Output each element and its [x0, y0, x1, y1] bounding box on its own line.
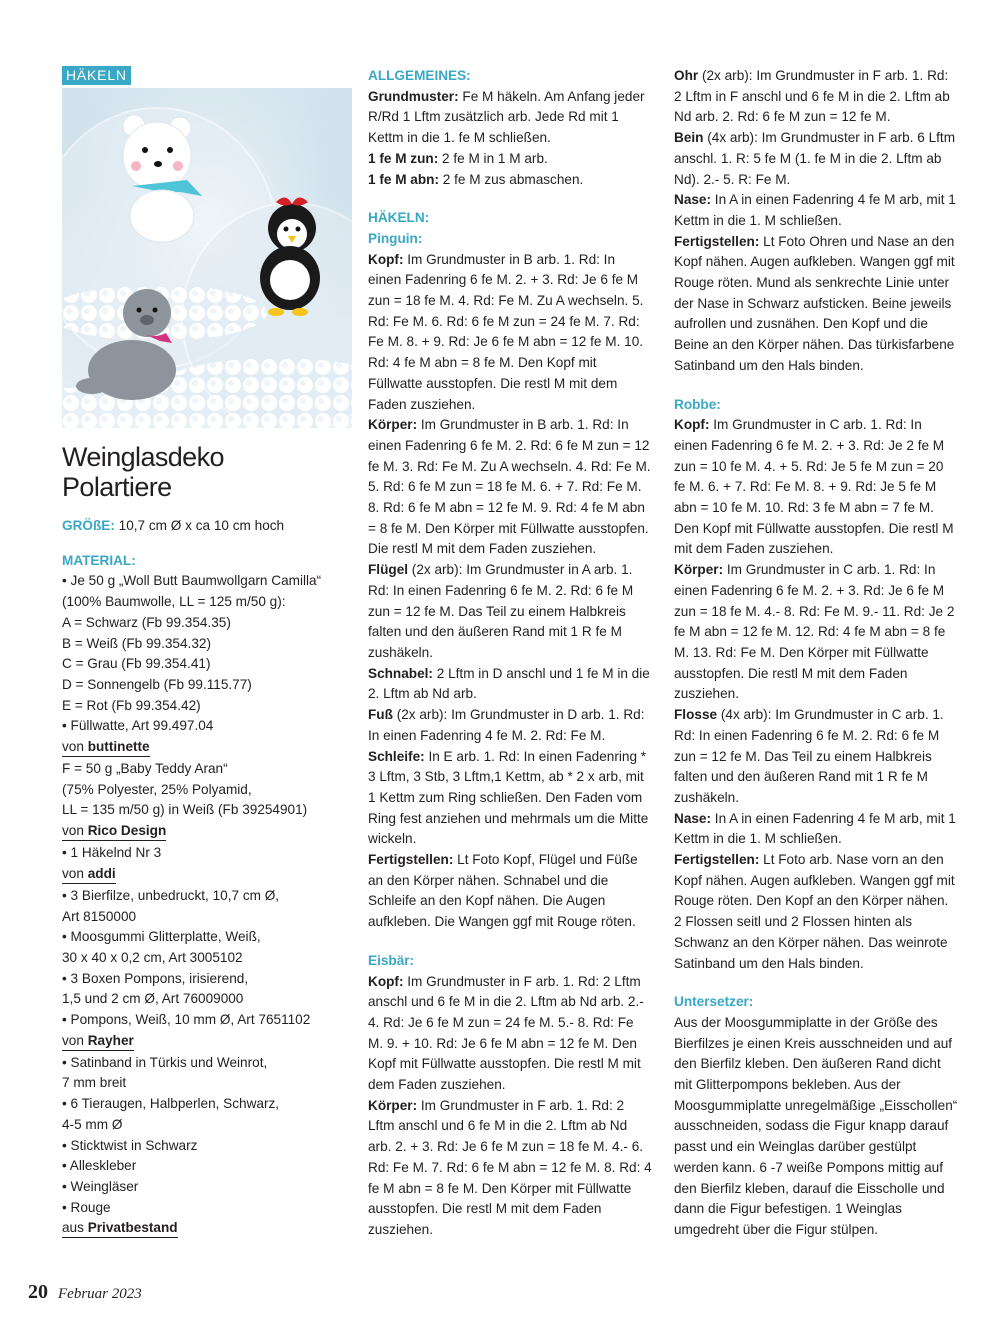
nase-text: In A in einen Fadenring 4 fe M arb, mit 1 Kettm in die 1. M schließen. [674, 192, 956, 228]
material-heading: MATERIAL: [62, 552, 136, 568]
material-line: • Satinband in Türkis und Weinrot, [62, 1054, 268, 1070]
kopf-label: Kopf: [368, 251, 404, 267]
koerper-label: Körper: [368, 1097, 418, 1113]
robbe-koerper [674, 560, 958, 705]
issue-date: Februar 2023 [58, 1286, 142, 1302]
zun-paragraph [368, 149, 652, 170]
vendor-rico-design [62, 821, 166, 841]
grundmuster-paragraph [368, 87, 652, 149]
vendor-name: Rayher [87, 1032, 134, 1048]
material-list [62, 571, 352, 1240]
material-line: • Rouge [62, 1199, 111, 1215]
haekeln-heading: HÄKELN: [368, 210, 430, 226]
abn-paragraph [368, 170, 652, 191]
material-line: (100% Baumwolle, LL = 125 m/50 g): [62, 594, 286, 610]
pinguin-schleife [368, 747, 652, 851]
koerper-label: Körper: [674, 562, 724, 578]
schleife-text: In E arb. 1. Rd: In einen Fadenring * 3 Lftm, 3 Stb, 3 Lftm,1 Kettm, ab * 2 x arb, mit 1 Kettm zum Ring schließen. Den Faden vom Ring fest anziehen und mehrmals um die Mitte wickeln. [368, 748, 649, 847]
photo-illustration [62, 88, 352, 428]
fertig-text: Lt Foto Ohren und Nase an den Kopf nähen. Augen aufkleben. Wangen ggf mit Rouge röten. Mund als senkrechte Linie unter der Nase in Schwarz aufsticken. Beine jeweils aufrollen und zusnähen. Den Kopf und die Beine an den Körper nähen. Das türkisfarbene Satinband um den Hals binden. [674, 233, 955, 373]
flosse-text: (4x arb): Im Grundmuster in C arb. 1. Rd: In einen Fadenring 6 fe M. 2. Rd: 6 fe M zun = 12 fe M. Das Teil zu einem Halbkreis falten und den äußeren Rand mit 1 R fe M zushäkeln. [674, 707, 944, 805]
title-line-1: Weinglasdeko [62, 442, 224, 472]
material-line: • 3 Bierfilze, unbedruckt, 10,7 cm Ø, [62, 887, 280, 903]
fuss-label: Fuß [368, 707, 393, 723]
fertig-label: Fertigstellen: [674, 233, 760, 249]
nase-text: In A in einen Fadenring 4 fe M arb, mit 1 Kettm in die 1. M schließen. [674, 810, 956, 847]
page-title [62, 442, 352, 502]
material-line: • Moosgummi Glitterplatte, Weiß, [62, 929, 261, 945]
left-column [62, 66, 352, 1240]
abn-label: 1 fe M abn: [368, 171, 439, 187]
kopf-text: Im Grundmuster in F arb. 1. Rd: 2 Lftm anschl und 6 fe M in die 2. Lftm ab Nd arb. 2.- 4. Rd: Je 6 fe M zun = 24 fe M. 5.- 8. Rd: Fe M. 9. + 10. Rd: Je 6 fe M abn = 12 fe M. Den Kopf mit Füllwatte ausstopfen. Die restl M mit dem Faden zusziehen. [368, 973, 644, 1093]
fertig-text: Lt Foto arb. Nase vorn an den Kopf nähen. Augen aufkleben. Wangen ggf mit Rouge röten. Den Kopf an den Körper nähen. 2 Flossen seitl und 2 Flossen hinten als Schwanz an den Körper nähen. Das weinrote Satinband um den Hals binden. [674, 852, 955, 971]
material-line: A = Schwarz (Fb 99.354.35) [62, 614, 231, 630]
material-line: E = Rot (Fb 99.354.42) [62, 697, 201, 713]
fertig-text: Lt Foto Kopf, Flügel und Füße an den Körper nähen. Schnabel und die Schleife an den Kopf nähen. Die Augen aufkleben. Die Wangen ggf mit Rouge röten. [368, 852, 638, 930]
grundmuster-text: Fe M häkeln. Am Anfang jeder R/Rd 1 Lftm zusätzlich arb. Jede Rd mit 1 Kettm in die 1. fe M schließen. [368, 88, 645, 146]
schnabel-label: Schnabel: [368, 665, 433, 681]
vendor-pre: von [62, 823, 88, 839]
fluegel-label: Flügel [368, 562, 409, 578]
vendor-pre: aus [62, 1220, 88, 1236]
abn-text: 2 fe M zus abmaschen. [439, 171, 584, 187]
page-footer [28, 1281, 142, 1305]
page-number: 20 [28, 1281, 48, 1303]
material-line: 7 mm breit [62, 1075, 127, 1091]
kopf-text: Im Grundmuster in B arb. 1. Rd: In einen Fadenring 6 fe M. 2. + 3. Rd: Je 6 fe M zun = 18 fe M. 4. Rd: Fe M. Zu A wechseln. 5. Rd: Fe M. 6. Rd: 6 fe M zun = 24 fe M. 7. Rd: Fe M. 8. + 9. Rd: Je 6 fe M abn = 12 fe M. 10. Rd: 4 fe M abn = 8 fe M. Den Kopf mit Füllwatte ausstopfen. Die restl M mit dem Faden zusziehen. [368, 251, 644, 412]
material-line: 1,5 und 2 cm Ø, Art 76009000 [62, 991, 244, 1007]
ohr-label: Ohr [674, 68, 699, 83]
size-text: 10,7 cm Ø x ca 10 cm hoch [114, 518, 285, 533]
middle-column [368, 66, 652, 1241]
vendor-privatbestand [62, 1218, 178, 1238]
untersetzer-text: Aus der Moosgummiplatte in der Größe des Bierfilzes je einen Kreis ausschneiden und auf den Bierfilz kleben. Den äußeren Rand dicht mit Glitterpompons bekleben. Aus der Moosgummiplatte unregelmäßige „Eisschollen“ ausschneiden, sodass die Figur knapp darauf passt und ein Weinglas darüber gestülpt werden kann. 6 -7 weiße Pompons mittig auf den Bierfilz kleben, darauf die Eisscholle und dann die Figur befestigen. 1 Weinglas umgedreht über die Figur stülpen. [674, 1014, 958, 1237]
pinguin-schnabel [368, 664, 652, 705]
kopf-label: Kopf: [368, 973, 404, 989]
right-column [674, 66, 958, 1241]
untersetzer-heading: Untersetzer: [674, 994, 754, 1010]
material-line: • 6 Tieraugen, Halbperlen, Schwarz, [62, 1096, 280, 1112]
vendor-buttinette [62, 737, 150, 757]
vendor-pre: von [62, 739, 88, 755]
robbe-nase [674, 809, 958, 850]
schleife-label: Schleife: [368, 748, 425, 764]
material-line: • 1 Häkelnd Nr 3 [62, 845, 162, 861]
vendor-addi [62, 864, 116, 884]
allgemeines-heading: ALLGEMEINES: [368, 68, 471, 83]
material-line: • Sticktwist in Schwarz [62, 1137, 198, 1153]
material-line: • Pompons, Weiß, 10 mm Ø, Art 7651102 [62, 1012, 311, 1028]
material-line: (75% Polyester, 25% Polyamid, [62, 781, 252, 797]
material-line: C = Grau (Fb 99.354.41) [62, 656, 211, 672]
bein-text: (4x arb): Im Grundmuster in F arb. 6 Lftm anschl. 1. R: 5 fe M (1. fe M in die 2. Lftm ab Nd). 2.- 5. R: Fe M. [674, 130, 956, 187]
pinguin-fluegel [368, 560, 652, 664]
zun-text: 2 fe M in 1 M arb. [438, 150, 548, 166]
koerper-text: Im Grundmuster in B arb. 1. Rd: In einen Fadenring 6 fe M. 2. Rd: 6 fe M zun = 12 fe M. 3. Rd: Fe M. Zu A wechseln. 4. Rd: Fe M. 5. Rd: 6 fe M zun = 18 fe M. 6. + 7. Rd: Fe M. 8. Rd: 6 fe M abn = 12 fe M. 9. Rd: 4 fe M abn = 8 fe M. Den Körper mit Füllwatte ausstopfen. Die restl M mit dem Faden zusziehen. [368, 417, 651, 557]
section-tag: HÄKELN [62, 66, 131, 85]
material-line: 30 x 40 x 0,2 cm, Art 3005102 [62, 949, 243, 965]
pinguin-fuss [368, 705, 652, 746]
robbe-flosse [674, 705, 958, 809]
pinguin-heading: Pinguin: [368, 230, 423, 246]
koerper-label: Körper: [368, 417, 418, 433]
pinguin-fertigstellen [368, 850, 652, 933]
vendor-name: buttinette [87, 739, 150, 755]
material-line: • Je 50 g „Woll Butt Baumwollgarn Camilla“ [62, 573, 322, 589]
size-label: GRÖßE: [62, 518, 115, 533]
nase-label: Nase: [674, 192, 712, 208]
polar-animals-photo [62, 88, 352, 428]
vendor-name: Privatbestand [87, 1220, 178, 1236]
ohr-text: (2x arb): Im Grundmuster in F arb. 1. Rd: 2 Lftm in F anschl und 6 fe M in die 2. Lftm ab Nd arb. 2. Rd: 6 fe M zun = 12 fe M. [674, 68, 950, 125]
vendor-pre: von [62, 1032, 88, 1048]
zun-label: 1 fe M zun: [368, 150, 439, 166]
eisbaer-koerper [368, 1096, 652, 1241]
kopf-label: Kopf: [674, 417, 710, 433]
robbe-kopf [674, 415, 958, 560]
koerper-text: Im Grundmuster in F arb. 1. Rd: 2 Lftm anschl und 6 fe M in die 2. Lftm ab Nd arb. 2. + 3. Rd: Je 6 fe M zun = 18 fe M. 4.- 6. Rd: Fe M. 7. Rd: 6 fe M abn = 12 fe M. 8. Rd: 4 fe M abn = 8 fe M. Den Körper mit Füllwatte ausstopfen. Die restl M mit dem Faden zusziehen. [368, 1097, 652, 1237]
pinguin-koerper [368, 415, 652, 560]
material-line: D = Sonnengelb (Fb 99.115.77) [62, 676, 252, 692]
fuss-text: (2x arb): Im Grundmuster in D arb. 1. Rd: In einen Fadenring 4 fe M. 2. Rd: Fe M. [368, 707, 645, 743]
eisbaer-heading: Eisbär: [368, 952, 415, 968]
material-line: Art 8150000 [62, 908, 137, 924]
eisbaer-nase [674, 190, 958, 231]
grundmuster-label: Grundmuster: [368, 88, 459, 104]
koerper-text: Im Grundmuster in C arb. 1. Rd: In einen Fadenring 6 fe M. 2. + 3. Rd: Je 6 fe M zun = 18 fe M. 4.- 8. Rd: Fe M. 9.- 11. Rd: Je 2 fe M abn = 12 fe M. 12. Rd: 4 fe M abn = 8 fe M. 13. Rd: Fe M. Den Körper mit Füllwatte ausstopfen. Die restl M mit dem Faden zusziehen. [674, 562, 955, 702]
eisbaer-bein [674, 128, 958, 190]
robbe-heading: Robbe: [674, 396, 721, 412]
eisbaer-ohr [674, 66, 958, 128]
material-line: • Füllwatte, Art 99.497.04 [62, 718, 214, 734]
schnabel-text: 2 Lftm in D anschl und 1 fe M in die 2. Lftm ab Nd arb. [368, 665, 650, 702]
material-line: LL = 135 m/50 g) in Weiß (Fb 39254901) [62, 802, 308, 818]
vendor-name: addi [87, 865, 116, 881]
bein-label: Bein [674, 130, 704, 146]
nase-label: Nase: [674, 810, 712, 826]
material-line: B = Weiß (Fb 99.354.32) [62, 635, 211, 651]
material-line: 4-5 mm Ø [62, 1116, 123, 1132]
flosse-label: Flosse [674, 707, 718, 723]
vendor-name: Rico Design [87, 823, 167, 839]
kopf-text: Im Grundmuster in C arb. 1. Rd: In einen Fadenring 6 fe M. 2. + 3. Rd: Je 2 fe M zun = 10 fe M. 4. + 5. Rd: Je 5 fe M zun = 20 fe M. 6. + 7. Rd: Fe M. 8. + 9. Rd: Je 5 fe M abn = 10 fe M. 10. Rd: 3 fe M abn = 7 fe M. Den Kopf mit Füllwatte ausstopfen. Die restl M mit dem Faden zusziehen. [674, 417, 954, 557]
fluegel-text: (2x arb): Im Grundmuster in A arb. 1. Rd: In einen Fadenring 6 fe M. 2. Rd: 6 fe M zun = 12 fe M. Das Teil zu einem Halbkreis falten und den äußeren Rand mit 1 R fe M zushäkeln. [368, 562, 634, 660]
fertig-label: Fertigstellen: [674, 852, 760, 868]
material-line: • Weingläser [62, 1178, 139, 1194]
size-info [62, 516, 352, 537]
material-line: • Alleskleber [62, 1158, 137, 1174]
fertig-label: Fertigstellen: [368, 852, 454, 868]
eisbaer-fertigstellen [674, 232, 958, 377]
material-line: • 3 Boxen Pompons, irisierend, [62, 970, 249, 986]
vendor-pre: von [62, 865, 88, 881]
title-line-2: Polartiere [62, 472, 172, 502]
material-line: F = 50 g „Baby Teddy Aran“ [62, 761, 228, 777]
vendor-rayher [62, 1031, 134, 1051]
pinguin-kopf [368, 250, 652, 416]
eisbaer-kopf [368, 972, 652, 1096]
robbe-fertigstellen [674, 850, 958, 974]
